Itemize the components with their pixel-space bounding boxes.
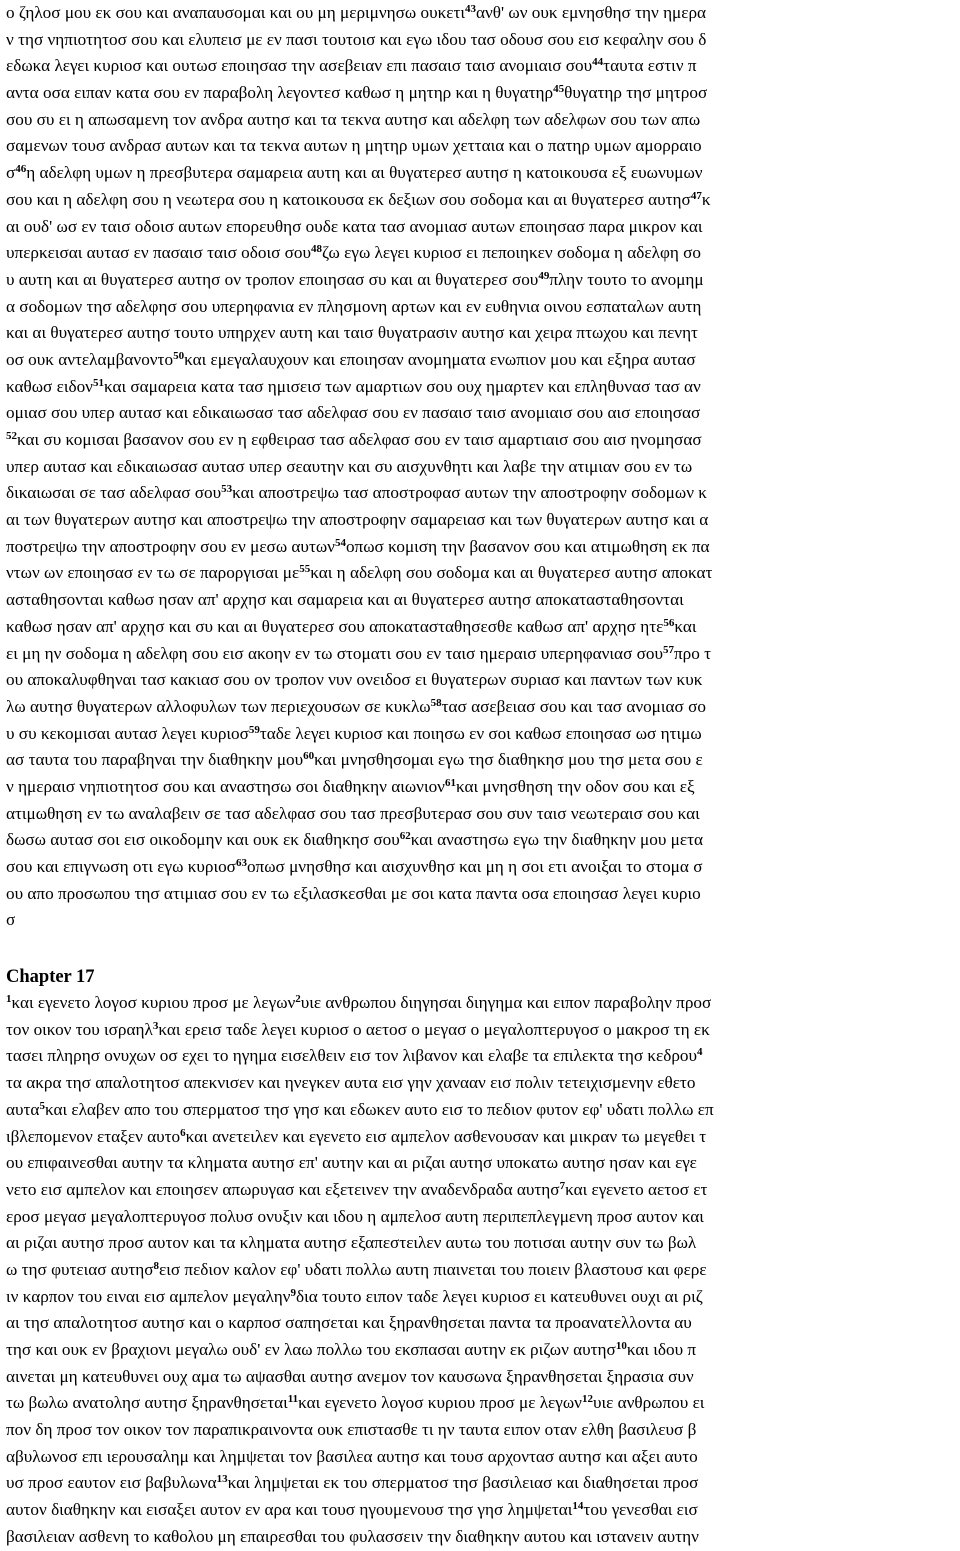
verse-text: και μνησθηση την οδον σου και εξ [455, 776, 695, 796]
verse-text: η αδελφη υμων η πρεσβυτερα σαμαρεια αυτη και αι θυγατερεσ αυτησ η κατοικουσα εξ ευωνυμων [26, 163, 703, 183]
chapter-heading: Chapter 17 [6, 967, 95, 988]
verse-text: υπερ αυτασ και εδικαιωσασ αυτασ υπερ σεαυτην και συ αισχυνθητι και λαβε την ατιμιαν σου εν τω [6, 456, 693, 476]
text-line [0, 400, 960, 427]
verse-text: και εγενετο λογοσ κυριου προσ με λεγων [298, 1393, 582, 1413]
text-line [0, 1150, 960, 1177]
text-line [0, 827, 960, 854]
verse-text: υπερκεισαι αυτασ εν πασαισ ταισ οδοισ σου [6, 243, 312, 263]
verse-text: πλην τουτο το ανομημ [549, 269, 704, 289]
text-line [0, 1230, 960, 1257]
verse-text: και η αδελφη σου σοδομα και αι θυγατερεσ αυτησ αποκατ [310, 563, 713, 583]
text-line [0, 1124, 960, 1151]
verse-text: υσ προσ εαυτον εισ βαβυλωνα [6, 1473, 217, 1493]
verse-text: ταυτα εστιν π [603, 56, 697, 76]
verse-text: υιε ανθρωπου διηγησαι διηγημα και ειπον παραβολην προσ [300, 993, 712, 1013]
verse-number: 53 [221, 483, 233, 496]
verse-number: 2 [295, 993, 301, 1006]
text-line [0, 80, 960, 107]
verse-text: ου απο προσωπου τησ ατιμιασ σου εν τω εξιλασκεσθαι με σοι κατα παντα οσα εποιησασ λεγει κυριο [6, 883, 701, 903]
text-line [0, 347, 960, 374]
text-line [0, 774, 960, 801]
verse-number: 56 [663, 616, 675, 629]
verse-text: αυτα [6, 1099, 40, 1119]
verse-number: 55 [299, 563, 311, 576]
verse-text: ει μη ην σοδομα η αδελφη σου εισ ακοην εν τω στοματι σου εν ταισ ημεραισ υπερηφανιασ σου [6, 643, 663, 663]
verse-text: και αποστρεψω τασ αποστροφασ αυτων την αποστροφην σοδομων κ [232, 483, 707, 503]
verse-number: 45 [553, 83, 565, 96]
verse-number: 50 [173, 349, 185, 362]
text-line [0, 27, 960, 54]
text-line [0, 721, 960, 748]
verse-text: και ιδου π [626, 1340, 697, 1359]
verse-text: ο ζηλοσ μου εκ σου και αναπαυσομαι και ου μη μεριμνησω ουκετι [6, 3, 466, 22]
verse-text: εροσ μεγασ μεγαλοπτερυγοσ πολυσ ονυξιν και ιδου η αμπελοσ αυτη περιπεπλεγμενη προσ αυτον και [6, 1206, 704, 1226]
text-line [0, 801, 960, 828]
text-line [0, 374, 960, 401]
verse-text: εισ πεδιον καλον εφ' υδατι πολλω αυτη πιαινεται του ποιειν βλαστουσ και φερε [159, 1259, 707, 1279]
verse-text: νετο εισ αμπελον και εποιησεν απωρυγασ και εξετεινεν την αναδενδραδα αυτησ [6, 1179, 560, 1199]
verse-text: ταδε λεγει κυριοσ και ποιησω εν σοι καθωσ εποιησασ ωσ ητιμω [259, 723, 702, 743]
verse-text: λω αυτησ θυγατερων αλλοφυλων των περιεχουσων σε κυκλω [6, 696, 431, 716]
verse-text: και λημψεται εκ του σπερματοσ τησ βασιλειασ και διαθησεται προσ [227, 1473, 699, 1493]
text-line [0, 454, 960, 481]
verse-text: οσ ουκ αντελαμβανοντο [6, 349, 174, 369]
verse-text: και [674, 616, 697, 636]
verse-number: 60 [303, 750, 315, 763]
verse-text: ποστρεψω την αποστροφην σου εν μεσω αυτων [6, 536, 335, 556]
verse-text: τον οικον του ισραηλ [6, 1019, 153, 1039]
verse-text: και ελαβεν απο του σπερματοσ τησ γησ και εδωκεν αυτο εισ το πεδιον φυτον εφ' υδατι πολλω επ [44, 1099, 714, 1119]
verse-number: 59 [248, 723, 260, 736]
verse-text: σου και επιγνωση οτι εγω κυριοσ [6, 857, 236, 876]
verse-number: 8 [153, 1259, 159, 1272]
verse-text: τω βωλω ανατολησ αυτησ ξηρανθησεται [6, 1393, 288, 1413]
verse-text: υιε ανθρωπου ει [592, 1393, 705, 1413]
text-line [0, 1204, 960, 1231]
text-line [0, 1070, 960, 1097]
verse-text: αβυλωνοσ επι ιερουσαλημ και λημψεται τον βασιλεα αυτησ και τουσ αρχοντασ αυτησ και αξει αυτο [6, 1446, 698, 1466]
verse-number: 58 [430, 696, 442, 709]
text-line [0, 53, 960, 80]
verse-text: ν ημεραισ νηπιοτητοσ σου και αναστησω σοι διαθηκην αιωνιον [6, 776, 445, 796]
text-line [0, 294, 960, 321]
verse-number: 10 [615, 1340, 627, 1352]
verse-text: αι των θυγατερων αυτησ και αποστρεψω την αποστροφην σαμαρειασ και των θυγατερων αυτησ και α [6, 510, 709, 530]
verse-text: βασιλειαν ασθενη το καθολου μη επαιρεσθαι του φυλασσειν την διαθηκην αυτου και ιστανειν αυτην [6, 1526, 699, 1546]
text-line [0, 1417, 960, 1444]
text-line [0, 907, 960, 934]
text-line [0, 1017, 960, 1044]
text-line [0, 1470, 960, 1497]
verse-text: σαμενων τουσ ανδρασ αυτων και τα τεκνα αυτων η μητηρ υμων χετταια και ο πατηρ υμων αμορραιο [6, 136, 702, 156]
text-line [0, 614, 960, 641]
verse-text: και μνησθησομαι εγω τησ διαθηκησ μου τησ μετα σου ε [314, 750, 703, 770]
verse-text: αι ουδ' ωσ εν ταισ οδοισ αυτων επορευθησ ουδε κατα τασ ανομιασ αυτων εποιησασ παρα μικρον και [6, 216, 703, 236]
verse-text: κ [701, 189, 711, 209]
verse-number: 44 [592, 56, 604, 69]
verse-text: αινεται μη κατευθυνει ουχ αμα τω αψασθαι αυτησ ανεμον τον καυσωνα ξηρανθησεται ξηρασια συν [6, 1366, 694, 1386]
text-line [0, 694, 960, 721]
text-line [0, 0, 960, 27]
verse-text: υ αυτη και αι θυγατερεσ αυτησ ον τροπον εποιησασ συ και αι θυγατερεσ σου [6, 269, 539, 289]
verse-number: 51 [92, 376, 104, 389]
verse-text: προ τ [674, 643, 712, 663]
verse-text: δωσω αυτασ σοι εισ οικοδομην και ουκ εκ διαθηκησ σου [6, 830, 400, 850]
verse-text: πον δη προσ τον οικον τον παραπικραινοντα ουκ επιστασθε τι ην ταυτα ειπον οταν ελθη βασιλευσ β [6, 1420, 697, 1440]
text-line [0, 1337, 960, 1364]
verse-text: τασει πληρησ ονυχων οσ εχει το ηγημα εισελθειν εισ τον λιβανον και ελαβε τα επιλεκτα τησ κεδρου [6, 1046, 698, 1066]
verse-text: δια τουτο ειπον ταδε λεγει κυριοσ ει κατευθυνει ουχι αι ριζ [295, 1286, 703, 1306]
verse-text: τα ακρα τησ απαλοτητοσ απεκνισεν και ηνεγκεν αυτα εισ γην χανααν εισ πολιν τετειχισμενην εθετο [6, 1073, 696, 1093]
verse-number: 6 [180, 1126, 186, 1139]
verse-text: οπωσ μνησθησ και αισχυνθησ και μη η σοι ετι ανοιξαι το στομα σ [246, 857, 703, 876]
verse-text: ανθ' ων ουκ εμνησθησ την ημερα [476, 3, 707, 22]
text-line [0, 1444, 960, 1471]
verse-text: και ανετειλεν και εγενετο εισ αμπελον ασθενουσαν και μικραν τω μεγεθει τ [185, 1126, 707, 1146]
verse-text: ω τησ φυτειασ αυτησ [6, 1259, 154, 1279]
verse-text: ασταθησονται καθωσ ησαν απ' αρχησ και σαμαρεια και αι θυγατερεσ αυτησ αποκατασταθησονται [6, 590, 684, 610]
verse-number: 52 [6, 430, 17, 442]
text-line [0, 667, 960, 694]
verse-text: ασ ταυτα του παραβηναι την διαθηκην μου [6, 750, 304, 770]
text-line [0, 133, 960, 160]
text-line [0, 1043, 960, 1070]
text-line [0, 160, 960, 187]
verse-number: 7 [559, 1179, 566, 1192]
text-line [0, 267, 960, 294]
text-line [0, 881, 960, 908]
text-line [0, 1524, 960, 1551]
verse-number: 62 [399, 830, 411, 843]
verse-text: ν τησ νηπιοτητοσ σου και ελυπεισ με εν πασι τουτοισ και εγω ιδου τασ οδουσ σου εισ κεφαλην σου δ [6, 29, 707, 49]
verse-number: 47 [690, 189, 702, 202]
text-line [0, 1177, 960, 1204]
verse-text: αι τησ απαλοτητοσ αυτησ και ο καρποσ σαπησεται και ξηρανθησεται παντα τα προανατελλοντα αυ [6, 1313, 692, 1333]
verse-text: ατιμωθηση εν τω αναλαβειν σε τασ αδελφασ σου τασ πρεσβυτερασ σου συν ταισ νεωτεραισ σου και [6, 803, 700, 823]
verse-text: σου συ ει η απωσαμενη τον ανδρα αυτησ και τα τεκνα αυτησ και αδελφη των αδελφων σου των απω [6, 109, 701, 129]
text-line [0, 990, 960, 1017]
text-line [0, 854, 960, 881]
verse-text: ζω εγω λεγει κυριοσ ει πεποιηκεν σοδομα η αδελφη σο [322, 243, 702, 263]
verse-number: 48 [311, 243, 323, 256]
verse-text: υ συ κεκομισαι αυτασ λεγει κυριοσ [6, 723, 249, 743]
text-block-chapter-17 [0, 990, 960, 1550]
text-line [0, 1097, 960, 1124]
text-line [0, 1257, 960, 1284]
verse-text: ου αποκαλυφθηναι τασ κακιασ σου ον τροπον νυν ονειδοσ ει θυγατερων συριασ και παντων των κυκ [6, 670, 703, 690]
text-line [0, 187, 960, 214]
verse-number: 3 [152, 1019, 159, 1032]
paragraph-gap [0, 934, 960, 964]
verse-text: θυγατηρ τησ μητροσ [564, 83, 708, 103]
verse-number: 4 [697, 1046, 703, 1059]
text-line [0, 1310, 960, 1337]
verse-text: καθωσ ησαν απ' αρχησ και συ και αι θυγατερεσ σου αποκατασταθησεσθε καθωσ απ' αρχησ ητε [6, 616, 664, 636]
verse-text: και ερεισ ταδε λεγει κυριοσ ο αετοσ ο μεγασ ο μεγαλοπτερυγοσ ο μακροσ τη εκ [158, 1019, 710, 1039]
verse-text: εδωκα λεγει κυριοσ και ουτωσ εποιησασ την ασεβειαν επι πασαισ ταισ ανομιαισ σου [6, 56, 593, 76]
verse-number: 5 [39, 1099, 45, 1112]
text-line [0, 1284, 960, 1311]
text-line [0, 747, 960, 774]
verse-number: 12 [581, 1393, 593, 1406]
verse-text: και συ κομισαι βασανον σου εν η εφθειρασ τασ αδελφασ σου εν ταισ αμαρτιαισ σου αισ ηνομησασ [17, 430, 702, 449]
verse-text: αυτον διαθηκην και εισαξει αυτον εν αρα και τουσ ηγουμενουσ τησ γησ λημψεται [6, 1500, 573, 1520]
verse-text: και σαμαρεια κατα τασ ημισεισ των αμαρτιων σου ουχ ημαρτεν και επληθυνασ τασ αν [103, 376, 701, 396]
text-line [0, 240, 960, 267]
text-line [0, 641, 960, 668]
verse-text: και αι θυγατερεσ αυτησ τουτο υπηρχεν αυτη και ταισ θυγατρασιν αυτησ και χειρα πτωχου και πενητ [6, 323, 698, 343]
text-line [0, 507, 960, 534]
verse-text: και εγενετο λογοσ κυριου προσ με λεγων [11, 993, 296, 1013]
verse-text: αι ριζαι αυτησ προσ αυτον και τα κληματα αυτησ εξαπεστειλεν αυτω του ποτισαι αυτην συν τω βωλ [6, 1233, 697, 1253]
verse-number: 54 [334, 536, 346, 549]
text-line [0, 320, 960, 347]
verse-text: τασ ασεβειασ σου και τασ ανομιασ σο [441, 696, 706, 716]
verse-number: 1 [6, 993, 12, 1006]
verse-number: 49 [538, 269, 550, 282]
verse-number: 9 [290, 1286, 296, 1299]
verse-text: ιν καρπον του ειναι εισ αμπελον μεγαλην [6, 1286, 291, 1306]
verse-text: του γενεσθαι εισ [583, 1500, 698, 1520]
text-line [0, 427, 960, 454]
verse-number: 61 [444, 776, 456, 789]
verse-text: και αναστησω εγω την διαθηκην μου μετα [410, 830, 703, 850]
verse-text: καθωσ ειδον [6, 376, 93, 396]
verse-number: 57 [663, 643, 674, 656]
verse-text: α σοδομων τησ αδελφησ σου υπερηφανια εν πλησμονη αρτων και εν ευθηνια οινου εσπαταλων αυτη [6, 296, 702, 316]
text-line [0, 1390, 960, 1417]
verse-number: 14 [572, 1500, 584, 1513]
text-line [0, 480, 960, 507]
verse-text: ομιασ σου υπερ αυτασ και εδικαιωσασ τασ αδελφασ σου εν πασαισ ταισ ανομιαισ σου αισ εποιησασ [6, 403, 701, 423]
text-line [0, 534, 960, 561]
verse-number: 11 [287, 1393, 299, 1406]
verse-text: σου και η αδελφη σου η νεωτερα σου η κατοικουσα εκ δεξιων σου σοδομα και αι θυγατερεσ αυτησ [6, 189, 691, 209]
verse-text: σ [6, 163, 16, 183]
text-line [0, 1364, 960, 1391]
verse-text: ιβλεπομενον εταξεν αυτο [6, 1126, 181, 1146]
verse-number: 43 [465, 3, 477, 15]
verse-text: και εγενετο αετοσ ετ [565, 1179, 708, 1199]
verse-text: σ [6, 910, 16, 930]
text-line [0, 214, 960, 241]
verse-text: οπωσ κομιση την βασανον σου και ατιμωθηση εκ πα [345, 536, 710, 556]
verse-number: 63 [235, 857, 247, 869]
verse-text: ντων ων εποιησασ εν τω σε παροργισαι με [6, 563, 300, 583]
verse-text: δικαιωσαι σε τασ αδελφασ σου [6, 483, 222, 503]
text-line [0, 1497, 960, 1524]
verse-number: 46 [15, 163, 27, 176]
verse-text: τησ και ουκ εν βραχιονι μεγαλω ουδ' εν λαω πολλω του εκσπασαι αυτην εκ ριζων αυτησ [6, 1340, 616, 1359]
text-line [0, 587, 960, 614]
verse-number: 13 [216, 1473, 228, 1486]
verse-text: και εμεγαλαυχουν και εποιησαν ανομηματα ενωπιον μου και εξηρα αυτασ [184, 349, 696, 369]
text-line [0, 107, 960, 134]
verse-text: αντα οσα ειπαν κατα σου εν παραβολη λεγοντεσ καθωσ η μητηρ και η θυγατηρ [6, 83, 554, 103]
verse-text: ου επιφαινεσθαι αυτην τα κληματα αυτησ επ' αυτην και αι ριζαι αυτησ υποκατω αυτησ ησαν και εγε [6, 1153, 697, 1173]
text-line [0, 560, 960, 587]
